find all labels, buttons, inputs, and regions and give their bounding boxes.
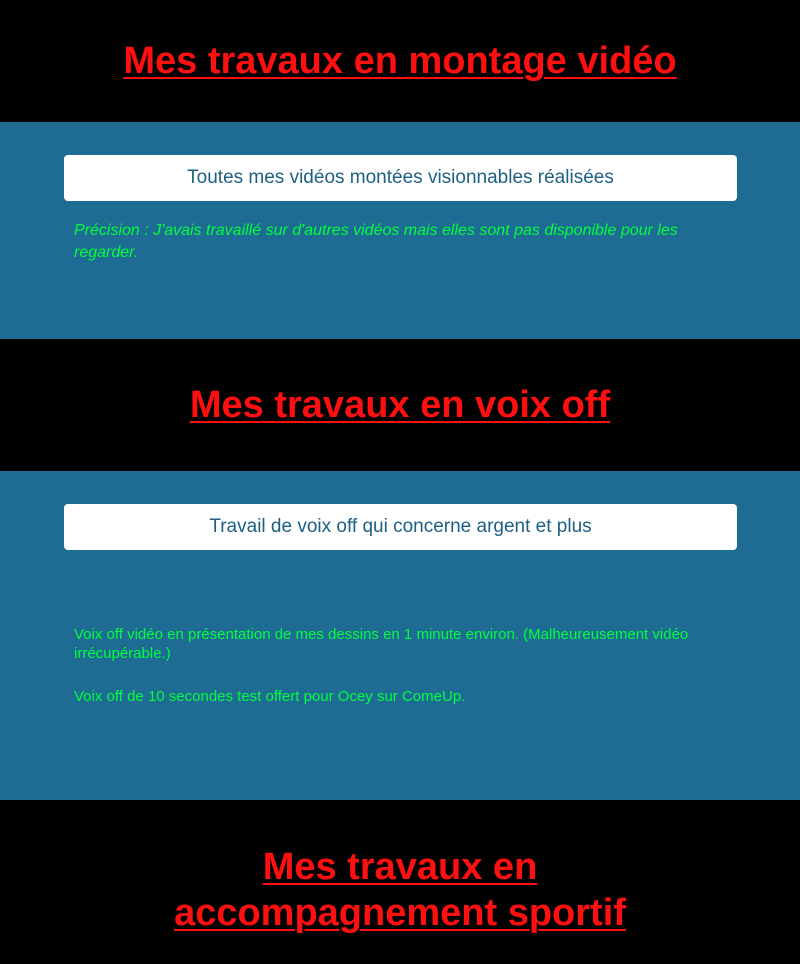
section-header-accompagnement [0,800,800,964]
section-header-montage [0,0,800,122]
montage-videos-box[interactable]: Toutes mes vidéos montées visionnables réalisées [64,155,737,201]
voix-off-item: Voix off de 10 secondes test offert pour Ocey sur ComeUp. [74,688,466,705]
montage-precision-note: Précision : J'avais travaillé sur d'autres vidéos mais elles sont pas disponible pour les regarder. [74,222,678,261]
heading-montage-video: Mes travaux en montage vidéo [123,40,677,82]
section-header-voix-off [0,339,800,471]
heading-accompagnement-sportif: Mes travaux en accompagnement sportif [174,846,626,934]
voix-off-box[interactable]: Travail de voix off qui concerne argent et plus [64,504,737,550]
section-voix-off-content [0,471,800,800]
voix-off-item: Voix off vidéo en présentation de mes dessins en 1 minute environ. (Malheureusement vidéo irrécupérable.) [74,626,689,662]
heading-voix-off: Mes travaux en voix off [189,384,611,426]
section-montage-content [0,122,800,339]
